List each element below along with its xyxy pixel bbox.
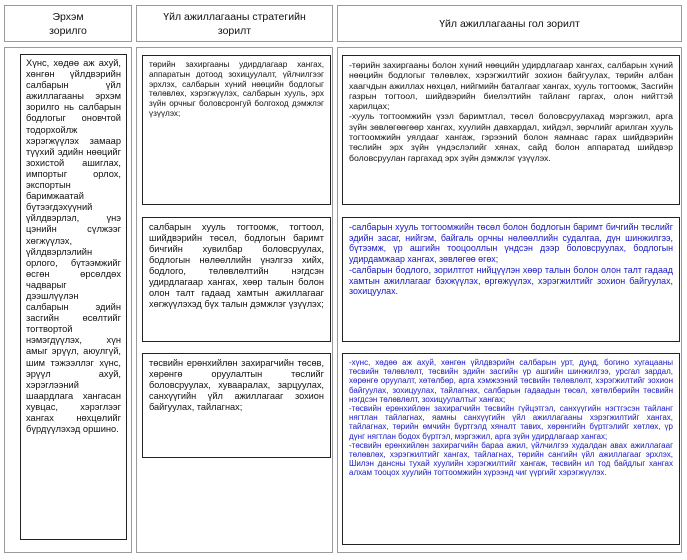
strategic-goal-text-3: төсвийн ерөнхийлөн захирагчийн төсөв, хөрөнгө оруулалтын төслийг боловсруулах, хувааралах, зарцуулах, санхүүгийн үйл ажиллагааг зохион байгуулах, тайлагнах; xyxy=(149,358,324,412)
header-mission xyxy=(4,5,132,42)
strategic-goal-text-1: төрийн захиргааны удирдлагаар хангах, аппаратын дотоод зохицуулалт, үйлчилгээг эрхлэх, салбарын хүний нөөцийн бодлогыг төлөвлөх, хэрэгжүүлэх, салбарын хууль, эрх зүйн орчныг боловсронгуй болгоход дэмжлэг үзүүлэх; xyxy=(149,60,324,118)
main-goal-text-1: -төрийн захиргааны болон хүний нөөцийн удирдлагаар хангах, салбарын хүний нөөцийн бодлогыг төлөвлөх, хэрэгжилтийг зохион байгуулах, төрийн албан хаагчдын ажиллах нөхцөл, нийгмийн баталгааг хангах, хууль тогтоомж, Засгийн газрын тогтоол, шийдвэрийн биелэлтийн тайланг гаргах, олон нийттэй харилцах; -хууль тогтоомжийн үзэл баримтлал, төсөл боловсруулахад мэргэжил, арга зүйн зөвлөгөөгөөр хангах, хуулийн давхардал, хийдэл, зөрчлийг арилган хууль тогтоомжийн уялдааг хангаж, гэрээний болон яамнаас гарах шийдвэрийн төслийн эрх зүйн үндэслэлийг хянах, сайд болон аппаратад шийдвэр боловсруулан гаргахад эрх зүйн дэмжлэг үзүүлэх. xyxy=(349,60,673,163)
mission-text: Хүнс, хөдөө аж ахуй, хөнгөн үйлдвэрийн салбарын үйл ажиллагааны эрхэм зорилго нь салбарын бодлогыг оновчтой тодорхойлж хэрэгжүүлэх замаар түүхий эдийн нөөцийг зохистой ашиглах, импортыг орлох, экспортын баримжаатай бүтээгдэхүүний үйлдвэрлэл, үнэ цэнийн сүлжээг хөгжүүлэх, үйлдвэрлэлийн орлого, бүтээмжийг өсгөн өрсөлдөх чадварыг дээшлүүлэн салбарын эдийн засгийн өсөлтийг тогтвортой нэмэгдүүлэх, хүн амыг эрүүл, аюулгүй, шим тэжээллэг хүнс, эрүүл ахуй, хэрэглээний шаардлага хангасан хувцас, хэрэглээг хангах нөхцөлийг бүрдүүлэхэд оршино. xyxy=(26,58,121,435)
header-strategic-goals xyxy=(136,5,333,42)
header-main-goals-label: Үйл ажиллагааны гол зорилт xyxy=(439,17,580,30)
main-goal-text-3: -хүнс, хөдөө аж ахуй, хөнгөн үйлдвэрийн салбарын урт, дунд, богино хугацааны төсвийн төлөвлөлт, төсвийн эдийн засгийн үр ашгийн шинжилгээ, урсгал зардал, хөрөнгө оруулалт, хөтөлбөр, арга хэмжээний төсвийн төлөвлөлт, хэрэгжилтийг зохион байгуулах, зохицуулах, тайлагнах, салбарын гадаадын төсөл, хөтөлбөрийн төсвийн нэгдсэн төлөвлөлт, зохицуулалтыг хангах; -төсвийн ерөнхийлөн захирагчийн төсвийн гүйцэтгэл, санхүүгийн нэгтгэсэн тайланг нягтлан тайлагнах, яамны санхүүгийн үйл ажиллагааны хэрэгжилтийг хангах, тайлагнах, төрийн өмчийн бүртгэлд хяналт тавих, хөрөнгийн бүртгэлийг хөтлөх, үр дүнг нягтлан бодох бүртгэл, мэргэжил, арга зүйн удирдлагаар хангах; -төсвийн ерөнхийлөн захирагчийн бараа ажил, үйлчилгээ худалдан авах ажиллагааг төлөвлөх, хэрэгжилтийг хангах, тайлагнах, төрийн сангийн үйл ажиллагааг эрхлэх, Шилэн дансны тухай хуулийн хэрэгжилтийг хангаж, төсвийн ил тод байдлыг хангах алхам тооцох хуулийн тогтоомжийн хүрээнд чиг үүргийг хэрэгжүүлэх. xyxy=(349,358,673,478)
main-goal-box-2 xyxy=(342,217,680,342)
main-goal-text-2: -салбарын хууль тогтоомжийн төсөл болон бодлогын баримт бичгийн төслийг эдийн засаг, нийгэм, байгаль орчны нөлөөллийн судалгаа, дүн шинжилгээ, бүтээмж, үр ашгийн тооцооллын үндсэн дээр боловсруулах, бодлогын удирдамжаар хангах, зөвлөгөө өгөх; -салбарын бодлого, зорилтгот нийцүүлэн хөөр талын болон олон талт гадаад хамтын ажиллагааг бэхжүүлэх, өргөжүүлэх, хэрэгжилтийг зохион байгуулах, зохицуулах. xyxy=(349,222,673,297)
header-main-goals xyxy=(337,5,682,42)
strategic-goal-box-2 xyxy=(142,217,331,342)
header-mission-label: Эрхэм зорилго xyxy=(49,10,87,37)
strategic-goal-box-3 xyxy=(142,353,331,458)
main-goal-box-1 xyxy=(342,55,680,205)
strategic-goal-box-1 xyxy=(142,55,331,205)
strategic-goal-text-2: салбарын хууль тогтоомж, тогтоол, шийдвэрийн төсөл, бодлогын баримт бичгийн хувилбар боловсруулах, бодлогын нөлөөллийн үнэлгээ хийх, бодлого, төлөвлөлтийн нэгдсэн удирдлагаар хангах, хөөр талын болон олон талт гадаад хамтын ажиллагааг хөгжүүлэхэд бүх талын дэмжлэг үзүүлэх; xyxy=(149,222,324,309)
header-strategic-goals-label: Үйл ажиллагааны стратегийн зорилт xyxy=(163,10,306,37)
mission-box xyxy=(20,54,127,540)
main-goal-box-3 xyxy=(342,353,680,545)
